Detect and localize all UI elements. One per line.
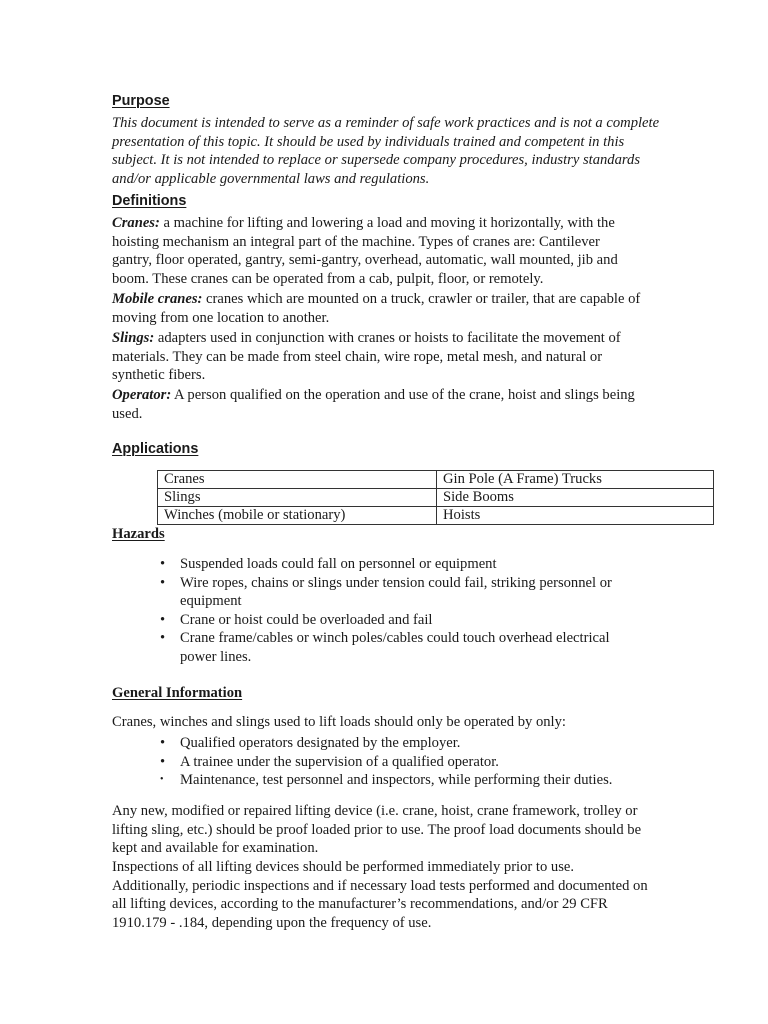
table-cell: Side Booms [437, 489, 714, 507]
bullet-icon: • [160, 556, 166, 572]
list-item: • Suspended loads could fall on personnel or equipment [160, 556, 497, 572]
bullet-icon: • [160, 735, 166, 751]
list-item: • Qualified operators designated by the employer. [160, 735, 461, 751]
general-information-intro: Cranes, winches and slings used to lift loads should only be operated by only: [112, 714, 566, 730]
definition-term: Operator: [112, 387, 172, 403]
definition-operator [112, 386, 660, 423]
list-item: • Wire ropes, chains or slings under tension could fail, striking personnel or equipment [160, 574, 612, 610]
definition-mobile-cranes [112, 290, 652, 327]
hazards-heading: Hazards [112, 526, 165, 542]
list-item: • Maintenance, test personnel and inspectors, while performing their duties. [160, 772, 613, 789]
list-item: • A trainee under the supervision of a qualified operator. [160, 753, 499, 770]
purpose-heading: Purpose [112, 93, 170, 109]
proof-load-paragraph: Any new, modified or repaired lifting device (i.e. crane, hoist, crane framework, trolley or lifting sling, etc.) should be proof loaded prior to use. The proof load documents should be kept and available for examination. [112, 803, 642, 857]
definition-slings [112, 329, 647, 385]
general-information-list [160, 734, 660, 790]
table-cell: Gin Pole (A Frame) Trucks [437, 471, 714, 489]
table-row [158, 471, 714, 489]
definition-term: Cranes: [112, 215, 160, 231]
definition-term: Slings: [112, 330, 155, 346]
definition-text: adapters used in conjunction with cranes or hoists to facilitate the movement of materials. They can be made from steel chain, wire rope, metal mesh, and natural or synthetic fibers. [112, 330, 621, 384]
applications-heading: Applications [112, 441, 199, 457]
inspections-paragraph: Inspections of all lifting devices should be performed immediately prior to use. Additionally, periodic inspections and if necessary load tests performed and documented on all lifting devices, according to the manufacturer’s recommendations, and/or 29 CFR 1910.179 - .184, depending upon the frequency of use. [112, 859, 648, 931]
applications-table [157, 470, 714, 525]
bullet-icon: • [160, 630, 166, 647]
definition-text: cranes which are mounted on a truck, crawler or trailer, that are capable of moving from one location to another. [112, 291, 641, 326]
table-cell: Hoists [437, 507, 714, 525]
general-information-heading: General Information [112, 685, 243, 701]
purpose-text: This document is intended to serve as a reminder of safe work practices and is not a complete presentation of this topic. It should be used by individuals trained and competent in this subject. It is not intended to replace or supersede company procedures, industry standards and/or applicable governmental laws and regulations. [112, 115, 660, 187]
hazards-list [160, 555, 640, 667]
bullet-icon: • [160, 611, 166, 628]
definition-cranes [112, 214, 640, 288]
table-cell: Cranes [158, 471, 437, 489]
table-row [158, 507, 714, 525]
table-cell: Winches (mobile or stationary) [158, 507, 437, 525]
definition-text: A person qualified on the operation and use of the crane, hoist and slings being used. [112, 387, 635, 422]
definition-text: a machine for lifting and lowering a load and moving it horizontally, with the hoisting mechanism an integral part of the machine. Types of cranes are: Cantilever gantry, floor operated, gantry, semi-gantry, overhead, automatic, wall mounted, jib and boom. These cranes can be operated from a cab, pulpit, floor, or remotely. [112, 215, 618, 287]
bullet-icon: • [160, 574, 166, 591]
bullet-icon: • [160, 753, 166, 770]
definition-term: Mobile cranes: [112, 291, 203, 307]
list-item: • Crane or hoist could be overloaded and fail [160, 611, 433, 628]
list-item: • Crane frame/cables or winch poles/cables could touch overhead electrical power lines. [160, 630, 610, 665]
bullet-icon: • [160, 774, 164, 786]
table-row [158, 489, 714, 507]
definitions-heading: Definitions [112, 193, 187, 209]
table-cell: Slings [158, 489, 437, 507]
